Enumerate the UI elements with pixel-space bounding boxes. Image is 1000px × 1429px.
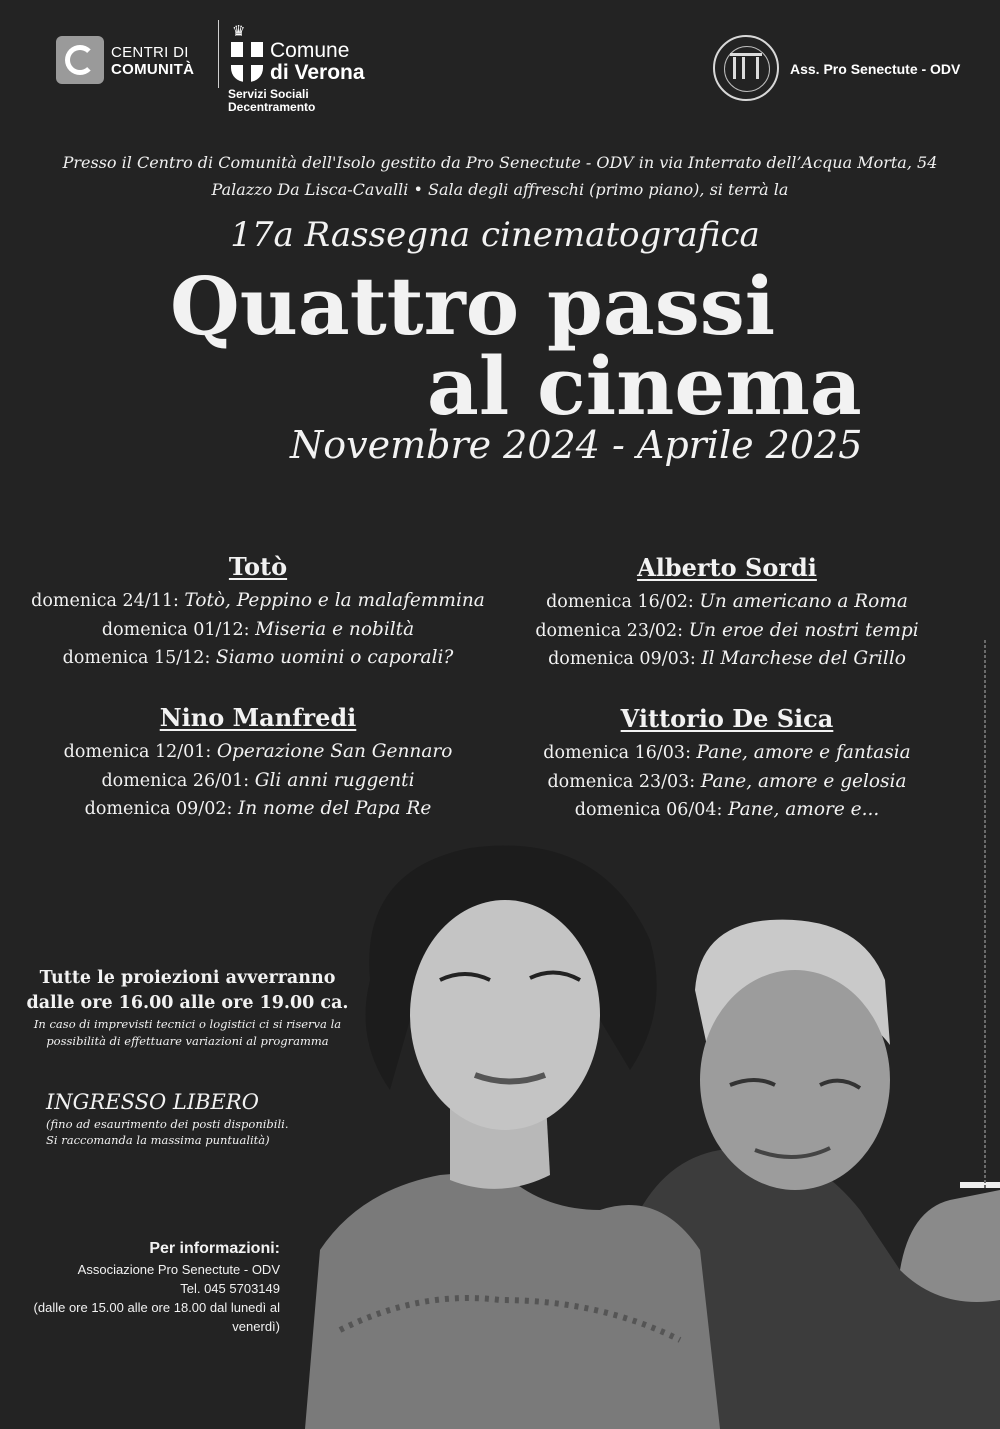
screening-row: [477, 796, 977, 825]
film-title: Operazione San Gennaro: [216, 741, 453, 762]
screening-row: [477, 588, 977, 617]
projection-note2: possibilità di effettuare variazioni al programma: [46, 1034, 329, 1048]
entry-note1: (fino ad esaurimento dei posti disponibili.: [46, 1117, 289, 1131]
screening-date: domenica 26/01:: [101, 770, 255, 791]
comune-di-verona-wordmark: [270, 40, 365, 84]
intro-line1: Presso il Centro di Comunità dell'Isolo gestito da Pro Senectute - ODV in via Interrato dell’Acqua Morta, 54: [62, 153, 938, 172]
intro-text: [0, 149, 1000, 203]
contact-info: [0, 1238, 280, 1336]
film-title: Miseria e nobiltà: [255, 618, 415, 640]
actor-name: Vittorio De Sica: [620, 704, 834, 733]
projection-note1: In caso di imprevisti tecnici o logistici ci si riserva la: [33, 1017, 342, 1031]
actor-name: Nino Manfredi: [159, 703, 357, 732]
program-block-toto: [8, 551, 508, 673]
film-title: Un eroe dei nostri tempi: [688, 619, 919, 641]
contact-hours: (dalle ore 15.00 alle ore 18.00 dal lunedì al venerdì): [33, 1300, 280, 1334]
contact-phone: Tel. 045 5703149: [180, 1281, 280, 1296]
entry-note2: Si raccomanda la massima puntualità): [46, 1133, 270, 1147]
association-name: Ass. Pro Senectute - ODV: [790, 61, 961, 77]
projection-line2: dalle ore 16.00 alle ore 19.00 ca.: [26, 993, 349, 1013]
woman-face: [410, 900, 600, 1130]
actors-photo: [300, 830, 1000, 1429]
entry-title: INGRESSO LIBERO: [46, 1090, 259, 1114]
screening-date: domenica 24/11:: [31, 591, 185, 611]
screening-date: domenica 23/02:: [535, 620, 689, 641]
centri-di-comunita-logo-icon: [56, 36, 104, 84]
screening-row: [477, 768, 977, 797]
comune-line2: di Verona: [270, 61, 365, 84]
centri-di-comunita-wordmark: [111, 44, 194, 78]
projection-info: [20, 966, 355, 1050]
screening-date: domenica 01/12:: [101, 619, 256, 640]
screening-row: [8, 616, 508, 645]
servizi-line2: Decentramento: [228, 100, 316, 114]
event-title-line2: al cinema: [427, 339, 862, 433]
actor-name: Alberto Sordi: [637, 553, 817, 582]
program-block-sordi: [477, 552, 977, 674]
screening-row: [8, 738, 508, 767]
screening-row: [8, 644, 508, 673]
contact-heading: Per informazioni:: [149, 1240, 280, 1257]
screening-date: domenica 16/03:: [543, 743, 697, 763]
centri-line2: COMUNITÀ: [111, 61, 195, 78]
screening-row: [477, 739, 977, 768]
screening-date: domenica 06/04:: [574, 800, 728, 820]
screening-row: [8, 587, 508, 616]
event-subtitle: 17a Rassegna cinematografica: [230, 215, 760, 255]
screening-date: domenica 16/02:: [546, 592, 700, 612]
pro-senectute-seal-icon: [713, 35, 779, 101]
screening-date: domenica 09/03:: [548, 649, 702, 669]
screening-date: domenica 09/02:: [84, 799, 238, 819]
film-title: Pane, amore e gelosia: [700, 770, 907, 792]
film-title: Siamo uomini o caporali?: [215, 647, 454, 668]
centri-line1: CENTRI DI: [111, 44, 189, 61]
film-title: Totò, Peppino e la malafemmina: [184, 590, 485, 611]
screening-date: domenica 15/12:: [62, 648, 216, 668]
verona-shield-icon: [231, 42, 263, 82]
screening-row: [477, 617, 977, 646]
servizi-line1: Servizi Sociali: [228, 87, 309, 101]
servizi-sociali-label: [228, 88, 315, 114]
program-block-manfredi: [8, 702, 508, 824]
program-block-de-sica: [477, 703, 977, 825]
film-title: Un americano a Roma: [699, 591, 908, 612]
actor-name: Totò: [228, 552, 288, 581]
film-title: Pane, amore e...: [728, 799, 880, 820]
film-title: Gli anni ruggenti: [254, 769, 415, 791]
film-title: Il Marchese del Grillo: [701, 648, 906, 669]
header-divider: [218, 20, 219, 88]
event-title-line1: Quattro passi: [170, 259, 776, 353]
screening-date: domenica 23/03:: [547, 771, 701, 792]
screening-date: domenica 12/01:: [63, 742, 217, 762]
screening-row: [477, 645, 977, 674]
intro-line2: Palazzo Da Lisca-Cavalli • Sala degli affreschi (primo piano), si terrà la: [211, 180, 789, 199]
film-title: Pane, amore e fantasia: [696, 742, 911, 763]
print-credit-strip: [980, 640, 990, 1190]
entry-info: [46, 1088, 288, 1148]
screening-row: [8, 767, 508, 796]
projection-line1: Tutte le proiezioni avverranno: [39, 968, 336, 988]
contact-org: Associazione Pro Senectute - ODV: [77, 1262, 280, 1277]
event-dates: Novembre 2024 - Aprile 2025: [290, 423, 863, 467]
comune-line1: Comune: [270, 39, 350, 62]
screening-row: [8, 795, 508, 824]
crown-icon: ♛: [232, 22, 246, 40]
film-title: In nome del Papa Re: [237, 798, 432, 819]
